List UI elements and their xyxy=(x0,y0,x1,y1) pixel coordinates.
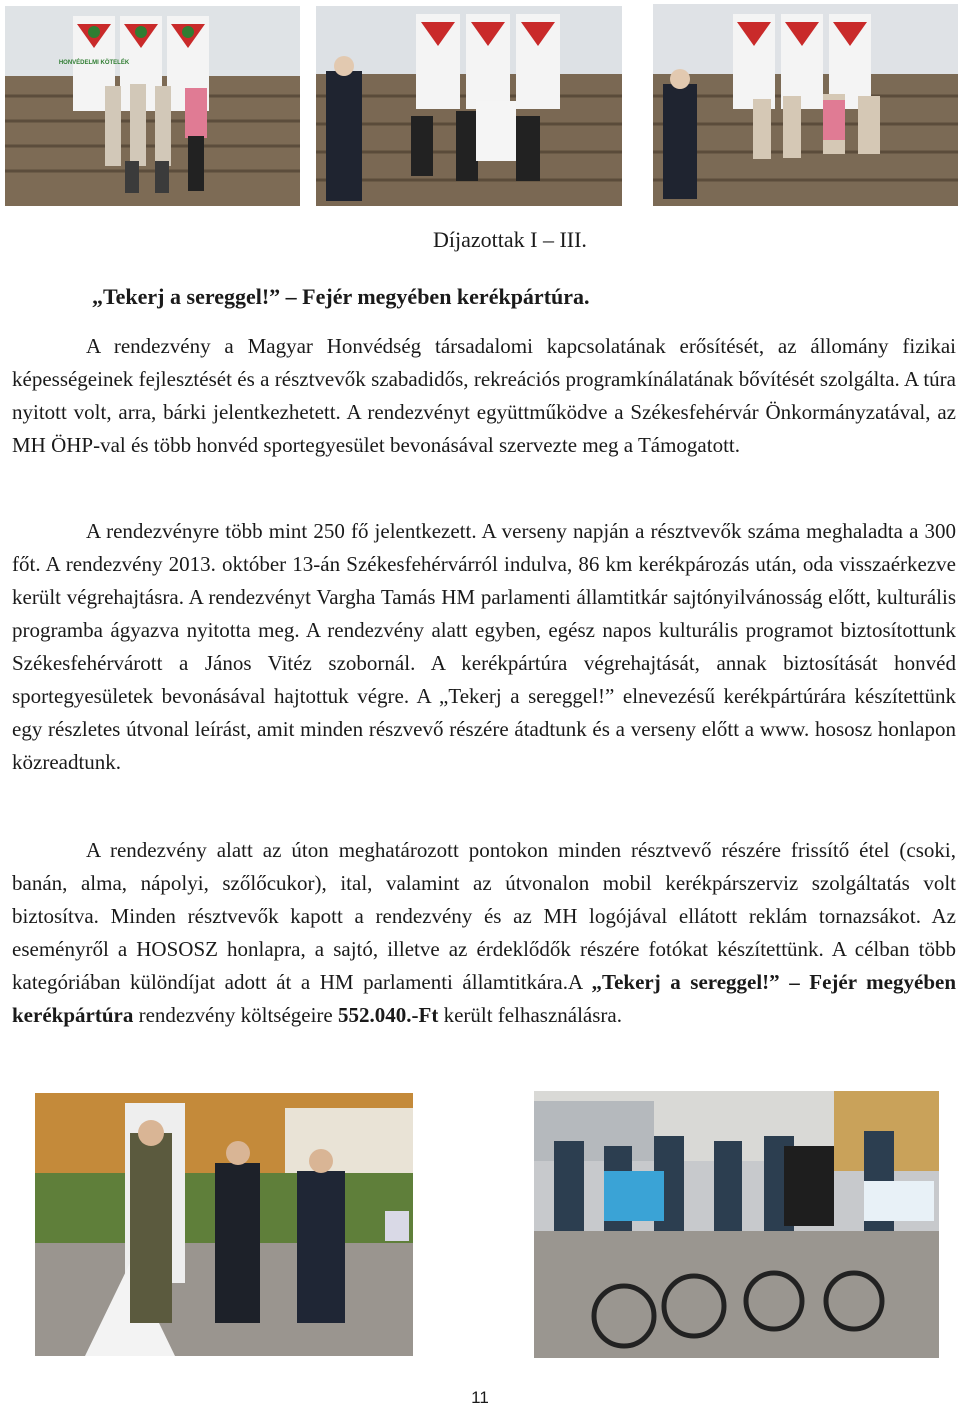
paragraph-3-text-middle: rendezvény költségeire xyxy=(133,1003,338,1027)
award-photo-2 xyxy=(316,6,622,206)
paragraph-3-text-after: került felhasználásra. xyxy=(438,1003,622,1027)
paragraph-3-text-before: A rendezvény alatt az úton meghatározott pontokon minden résztvevő részére frissítő étel (csoki, banán, alma, nápolyi, szőlőcukor), ital, valamint az útvonalon mobil kerékpárszerviz szolgáltatás volt biztosítva. Minden résztvevők kapott a rendezvény és az MH logójával ellátott reklám tornazsákot. Az eseményről a HOSOSZ honlapra, a sajtó, illetve az érdeklődők részére fotókat készítettünk. A célban több kategóriában különdíjat adott át a HM parlamenti államtitkára.A xyxy=(12,838,956,994)
award-photo-1 xyxy=(5,6,300,206)
banner-label: HONVÉDELMI KÖTELÉK xyxy=(58,60,130,66)
paragraph-1-text: A rendezvény a Magyar Honvédség társadalomi kapcsolatának erősítését, az állomány fizikai képességeinek fejlesztését és a résztvevők szabadidős, rekreációs programkínálatának bővítését szolgálta. A túra nyitott volt, arra, bárki jelentkezhetett. A rendezvényt együttműködve a Székesfehérvár Önkormányzatával, az MH ÖHP-val és több honvéd sportegyesület bevonásával szervezte meg a Támogatott. xyxy=(12,334,956,457)
paragraph-1 xyxy=(12,330,956,462)
officials-photo xyxy=(35,1093,413,1356)
award-photo-3 xyxy=(653,4,958,206)
paragraph-3 xyxy=(12,834,956,1032)
cost-amount: 552.040.-Ft xyxy=(338,1003,439,1027)
paragraph-2 xyxy=(12,515,956,779)
photo-caption: Díjazottak I – III. xyxy=(433,227,587,252)
section-title: „Tekerj a sereggel!” – Fejér megyében kerékpártúra. xyxy=(92,284,590,309)
event-name: „Tekerj a sereggel!” – Fejér megyében kerékpártúra xyxy=(12,970,956,1027)
page-number: 11 xyxy=(471,1388,489,1407)
cyclists-photo xyxy=(534,1091,939,1358)
paragraph-2-text: A rendezvényre több mint 250 fő jelentkezett. A verseny napján a résztvevők száma meghaladta a 300 főt. A rendezvény 2013. október 13-án Székesfehérvárról indulva, 86 km kerékpározás után, oda visszaérkezve került végrehajtásra. A rendezvényt Vargha Tamás HM parlamenti államtitkár sajtónyilvánosság előtt, kulturális programba ágyazva nyitotta meg. A rendezvény alatt egyben, egész napos kulturális programot biztosítottunk Székesfehérvárott a János Vitéz szobornál. A kerékpártúra végrehajtását, annak biztosítását honvéd sportegyesületek bevonásával hajtottuk végre. A „Tekerj a sereggel!” elnevezésű kerékpártúrára készítettünk egy részletes útvonal leírást, amit minden részvevő részére átadtunk és a verseny előtt a www. hososz honlapon közreadtunk. xyxy=(12,519,956,774)
